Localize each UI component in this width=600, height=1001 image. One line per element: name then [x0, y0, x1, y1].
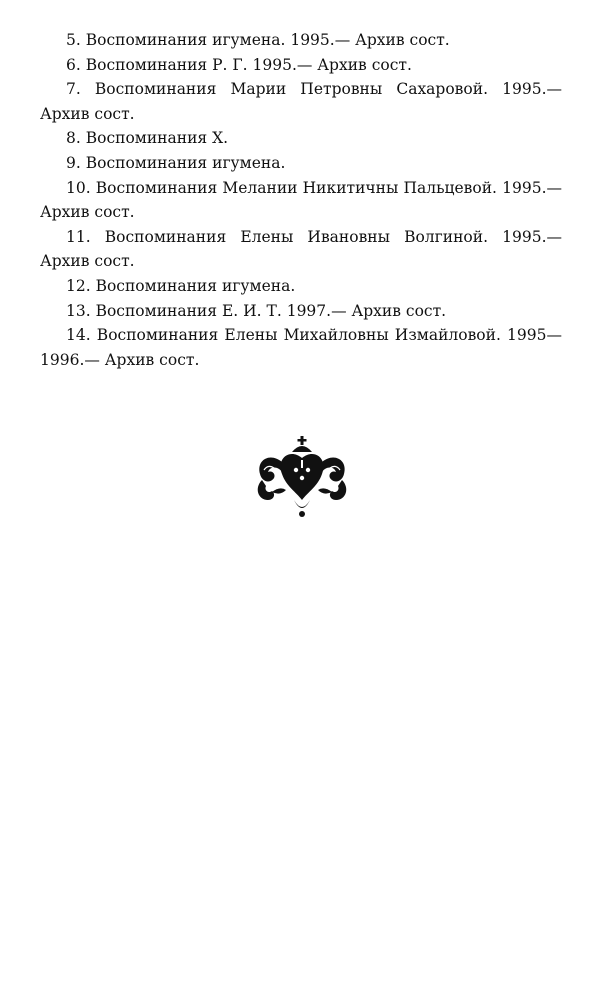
endnote-6: 6. Воспоминания Р. Г. 1995.— Архив сост. — [66, 55, 412, 74]
endnote-7: 7. Воспоминания Марии Петровны Сахаровой. 1995.— Архив сост. — [40, 80, 562, 123]
endnote-10: 10. Воспоминания Мелании Никитичны Пальцевой. 1995.— Архив сост. — [40, 178, 562, 222]
endnote-12: 12. Воспоминания игумена. — [66, 276, 296, 295]
endnote-13: 13. Воспоминания Е. И. Т. 1997.— Архив сост. — [66, 301, 447, 320]
endnote-9: 9. Воспоминания игумена. — [66, 153, 286, 172]
endnote-14: 14. Воспоминания Елены Михайловны Измайловой. 1995—1996.— Архив сост. — [40, 326, 562, 369]
endnote-11: 11. Воспоминания Елены Ивановны Волгиной. 1995.— Архив сост. — [40, 227, 562, 271]
endnotes-list — [40, 28, 562, 372]
endnote-8: 8. Воспоминания Х. — [66, 129, 229, 148]
decorative-vignette-icon — [252, 434, 352, 520]
endnote-5: 5. Воспоминания игумена. 1995.— Архив сост. — [66, 31, 450, 49]
